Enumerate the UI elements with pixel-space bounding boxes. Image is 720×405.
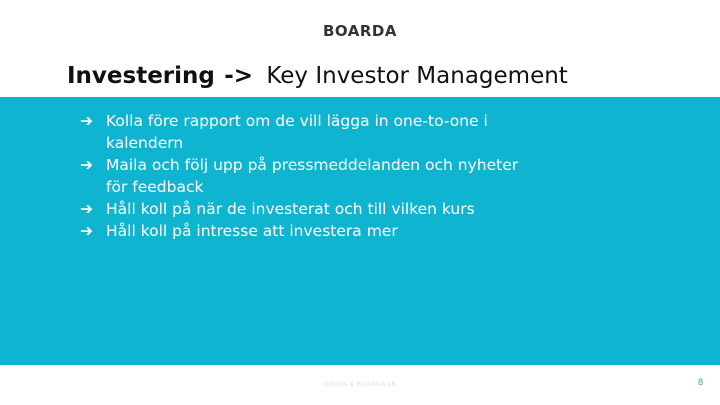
- slide-title: [67, 63, 568, 89]
- arrow-bullet-icon: ➔: [80, 200, 93, 218]
- slide-title-rest: Key Investor Management: [266, 63, 568, 89]
- bullet-text: Kolla före rapport om de vill lägga in one-to-one i kalendern: [106, 112, 488, 152]
- bullet-text: Håll koll på intresse att investera mer: [106, 222, 398, 240]
- arrow-bullet-icon: ➔: [80, 112, 93, 130]
- bullet-item: [80, 154, 520, 198]
- arrow-bullet-icon: ➔: [80, 222, 93, 240]
- arrow-bullet-icon: ➔: [80, 156, 93, 174]
- footer-company: GROPA & BOARDA AB: [323, 382, 397, 388]
- bullet-item: [80, 110, 520, 154]
- page-number: 8: [697, 377, 703, 387]
- bullet-text: Håll koll på när de investerat och till vilken kurs: [106, 200, 475, 218]
- bullet-item: [80, 198, 520, 220]
- bullet-item: [80, 220, 520, 242]
- bullet-list: [80, 110, 520, 242]
- bullet-text: Maila och följ upp på pressmeddelanden och nyheter för feedback: [106, 156, 519, 196]
- boarda-logo: BOARDA: [322, 22, 397, 40]
- slide-title-arrow: ->: [224, 63, 254, 89]
- slide-title-bold: Investering: [67, 63, 215, 89]
